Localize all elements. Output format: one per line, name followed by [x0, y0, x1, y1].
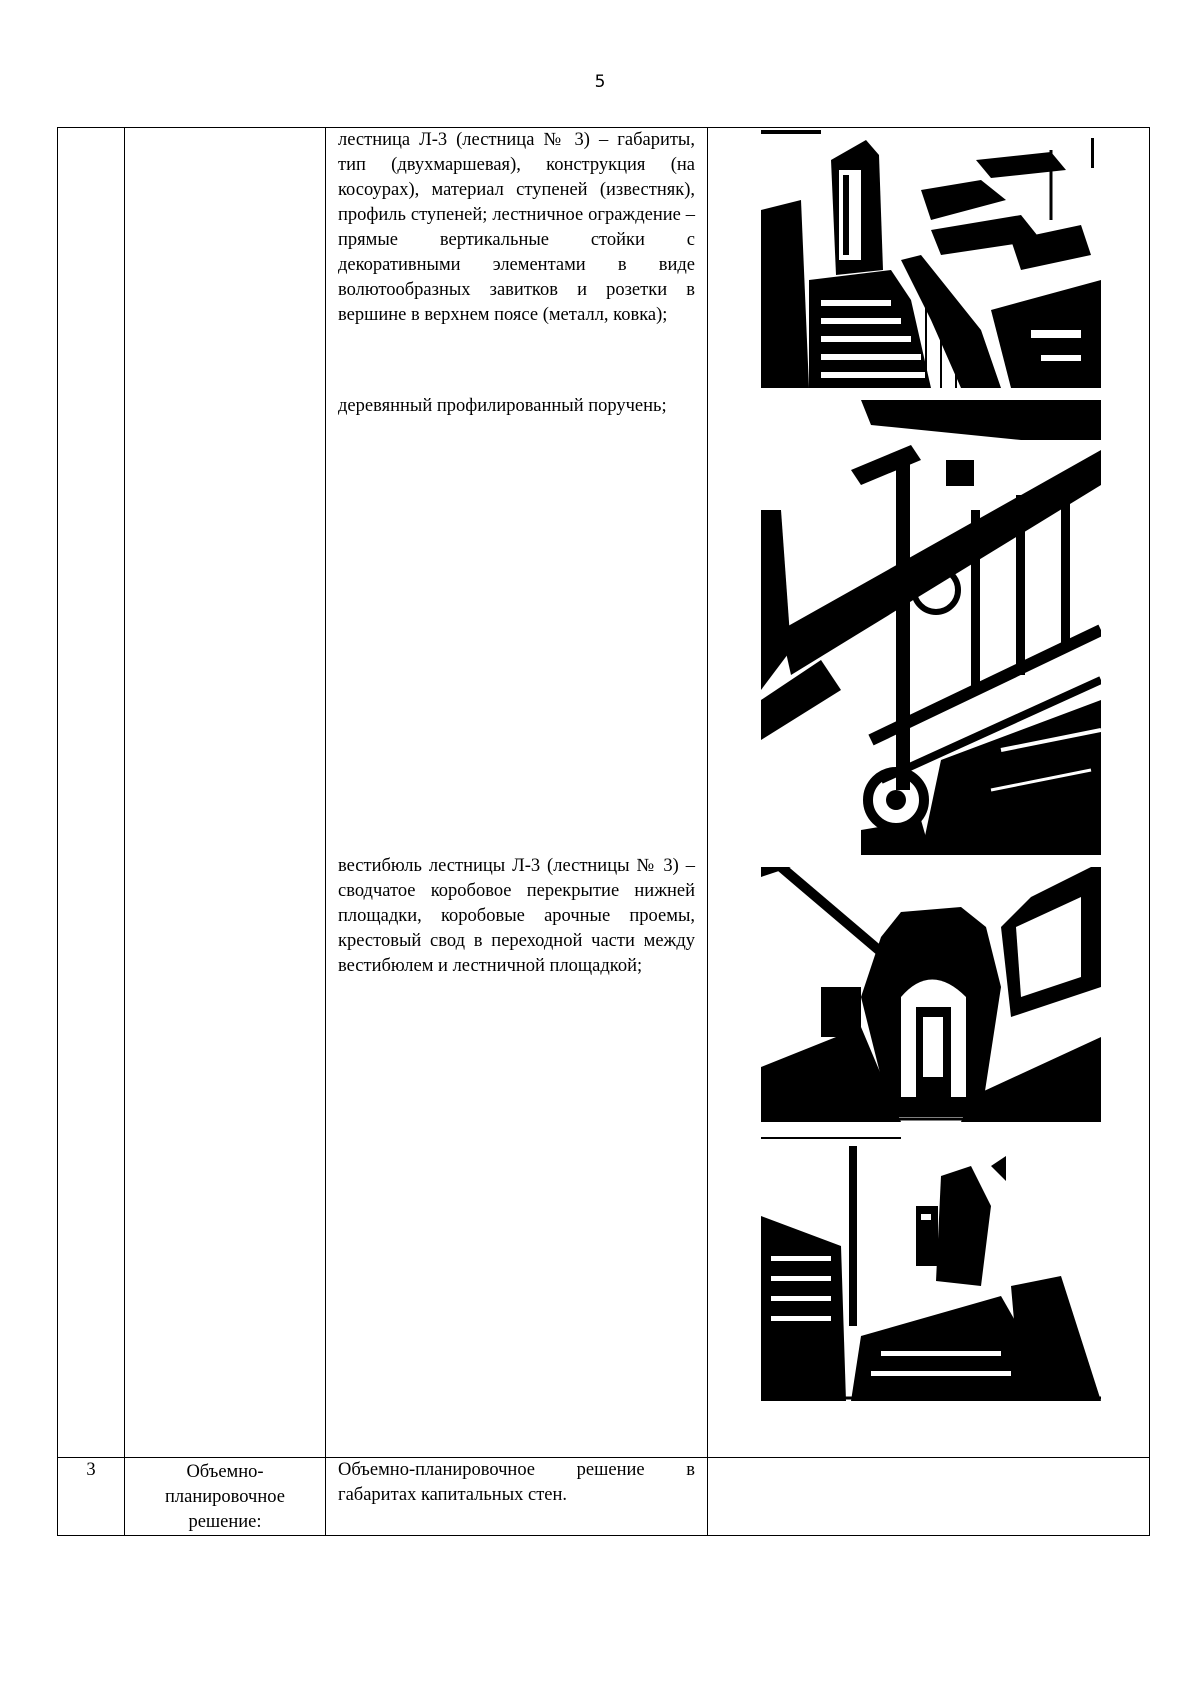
object-table — [57, 127, 1150, 1536]
handrail-description: деревянный профилированный поручень; — [338, 396, 667, 416]
description-cell — [326, 1458, 708, 1536]
row-number-cell — [58, 128, 125, 1458]
table-row — [58, 1458, 1150, 1536]
row-number-cell: 3 — [58, 1458, 125, 1536]
page-number: 5 — [594, 72, 606, 92]
handrail-photo — [761, 400, 1101, 855]
description-cell — [326, 128, 708, 1458]
staircase-photo — [761, 130, 1101, 388]
vestibule-photo — [761, 867, 1101, 1122]
photo-cell — [708, 128, 1150, 1458]
photo-cell — [708, 1458, 1150, 1536]
row-name-cell — [125, 1458, 326, 1536]
row-name-text: Объемно-планировочное решение: — [165, 1462, 285, 1532]
vestibule-description: вестибюль лестницы Л-3 (лестницы № 3) – сводчатое коробовое перекрытие нижней площадки, коробовые арочные проемы, крестовый свод в переходной части между вестибюлем и лестничной площадкой; — [338, 856, 695, 976]
table-row — [58, 128, 1150, 1458]
staircase-description: лестница Л-3 (лестница № 3) – габариты, тип (двухмаршевая), конструкция (на косоурах), материал ступеней (известняк), профиль ступеней; лестничное ограждение – прямые вертикальные стойки с декоративными элементами в виде волютообразных завитков и розетки в вершине в верхнем поясе (металл, ковка); — [338, 130, 695, 325]
landing-photo — [761, 1136, 1101, 1401]
row-name-cell — [125, 128, 326, 1458]
plan-description: Объемно-планировочное решение в габаритах капитальных стен. — [338, 1460, 695, 1505]
